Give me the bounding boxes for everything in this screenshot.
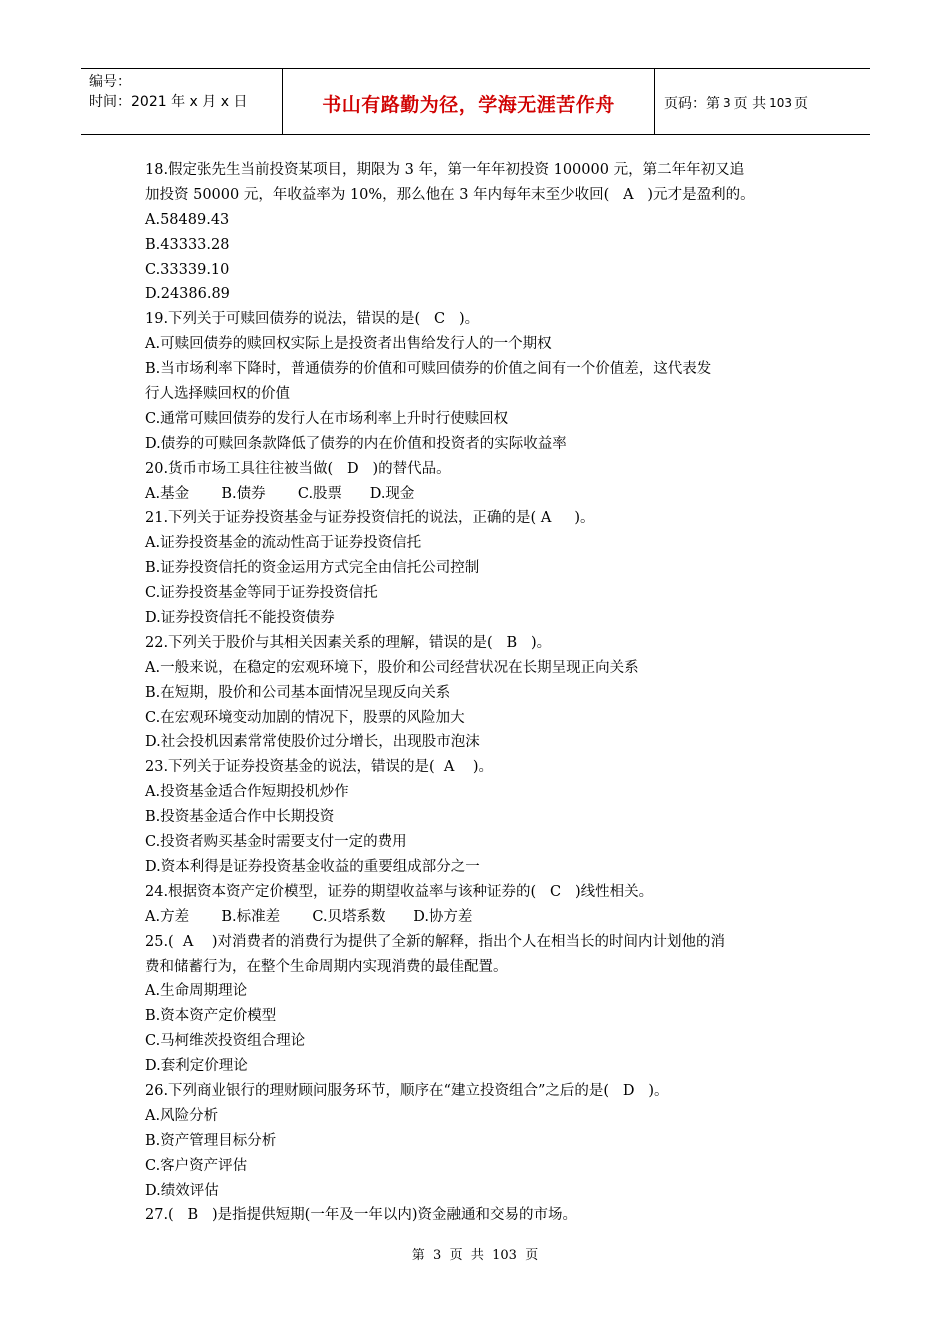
- text-line: 加投资 50000 元，年收益率为 10%，那么他在 3 年内每年末至少收回( A )元才是盈利的。: [145, 186, 755, 203]
- text-line: B.当市场利率下降时，普通债券的价值和可赎回债券的价值之间有一个价值差，这代表发: [145, 361, 712, 378]
- page-footer: 第 3 页 共 103 页: [411, 1248, 539, 1263]
- text-line: 23.下列关于证券投资基金的说法，错误的是( A )。: [145, 759, 493, 776]
- text-line: C.客户资产评估: [145, 1157, 248, 1174]
- text-line: D.24386.89: [145, 286, 230, 303]
- text-line: 24.根据资本资产定价模型，证券的期望收益率与该种证券的( C )线性相关。: [145, 883, 654, 900]
- text-line: A.基金 B.债券 C.股票 D.现金: [145, 485, 415, 502]
- page-suffix: 页: [794, 95, 808, 112]
- text-line: D.绩效评估: [145, 1182, 219, 1199]
- text-line: 费和储蓄行为，在整个生命周期内实现消费的最佳配置。: [145, 958, 508, 975]
- header-motto-cell: [282, 69, 655, 134]
- text-line: B.在短期，股价和公司基本面情况呈现反向关系: [145, 684, 451, 701]
- text-line: C.33339.10: [145, 261, 230, 278]
- header-page-info: [655, 69, 870, 134]
- document-body: [145, 158, 815, 1228]
- page-header: [81, 68, 870, 135]
- page-mid: 页 共: [733, 95, 767, 112]
- text-line: B.投资基金适合作中长期投资: [145, 809, 335, 826]
- text-line: D.证券投资信托不能投资债券: [145, 610, 335, 627]
- text-line: B.证券投资信托的资金运用方式完全由信托公司控制: [145, 560, 480, 577]
- text-line: A.投资基金适合作短期投机炒作: [145, 784, 349, 801]
- text-line: A.可赎回债券的赎回权实际上是投资者出售给发行人的一个期权: [145, 336, 552, 353]
- number-label: 编号：: [89, 74, 131, 90]
- text-line: C.马柯维茨投资组合理论: [145, 1033, 306, 1050]
- text-line: B.43333.28: [145, 236, 230, 253]
- text-line: 21.下列关于证券投资基金与证券投资信托的说法，正确的是( A )。: [145, 510, 595, 527]
- text-line: 27.( B )是指提供短期(一年及一年以内)资金融通和交易的市场。: [145, 1207, 577, 1224]
- text-line: 19.下列关于可赎回债券的说法，错误的是( C )。: [145, 311, 480, 328]
- page-total: 103: [769, 95, 792, 110]
- text-line: A.生命周期理论: [145, 983, 248, 1000]
- text-line: D.社会投机因素常常使股价过分增长，出现股市泡沫: [145, 734, 480, 751]
- text-line: B.资本资产定价模型: [145, 1008, 277, 1025]
- text-line: C.在宏观环境变动加剧的情况下，股票的风险加大: [145, 709, 465, 726]
- page-prefix: 页码：第: [664, 95, 720, 112]
- text-line: 25.( A )对消费者的消费行为提供了全新的解释，指出个人在相当长的时间内计划他的消: [145, 933, 725, 950]
- text-line: A.58489.43: [145, 211, 230, 228]
- text-line: 行人选择赎回权的价值: [145, 386, 290, 403]
- motto: 书山有路勤为径，学海无涯苦作舟: [322, 94, 615, 116]
- text-line: D.债券的可赎回条款降低了债券的内在价值和投资者的实际收益率: [145, 435, 567, 452]
- text-line: A.证券投资基金的流动性高于证券投资信托: [145, 535, 422, 552]
- text-line: 22.下列关于股价与其相关因素关系的理解，错误的是( B )。: [145, 634, 552, 651]
- text-line: C.通常可赎回债券的发行人在市场利率上升时行使赎回权: [145, 410, 509, 427]
- text-line: C.证券投资基金等同于证券投资信托: [145, 585, 378, 602]
- text-line: 18.假定张先生当前投资某项目，期限为 3 年，第一年年初投资 100000 元，第二年年初又追: [145, 162, 745, 178]
- text-line: D.套利定价理论: [145, 1058, 248, 1075]
- text-line: A.一般来说，在稳定的宏观环境下，股价和公司经营状况在长期呈现正向关系: [145, 659, 639, 676]
- text-line: B.资产管理目标分析: [145, 1132, 277, 1149]
- text-line: A.风险分析: [145, 1107, 219, 1124]
- text-line: D.资本利得是证券投资基金收益的重要组成部分之一: [145, 858, 480, 875]
- page-number: 3: [723, 95, 731, 110]
- time-label: 时间：2021 年 x 月 x 日: [89, 94, 248, 110]
- text-line: C.投资者购买基金时需要支付一定的费用: [145, 834, 407, 851]
- header-meta: [81, 69, 282, 134]
- text-line: 26.下列商业银行的理财顾问服务环节，顺序在“建立投资组合”之后的是( D )。: [145, 1082, 669, 1099]
- text-line: A.方差 B.标准差 C.贝塔系数 D.协方差: [145, 908, 473, 925]
- text-line: 20.货币市场工具往往被当做( D )的替代品。: [145, 460, 451, 477]
